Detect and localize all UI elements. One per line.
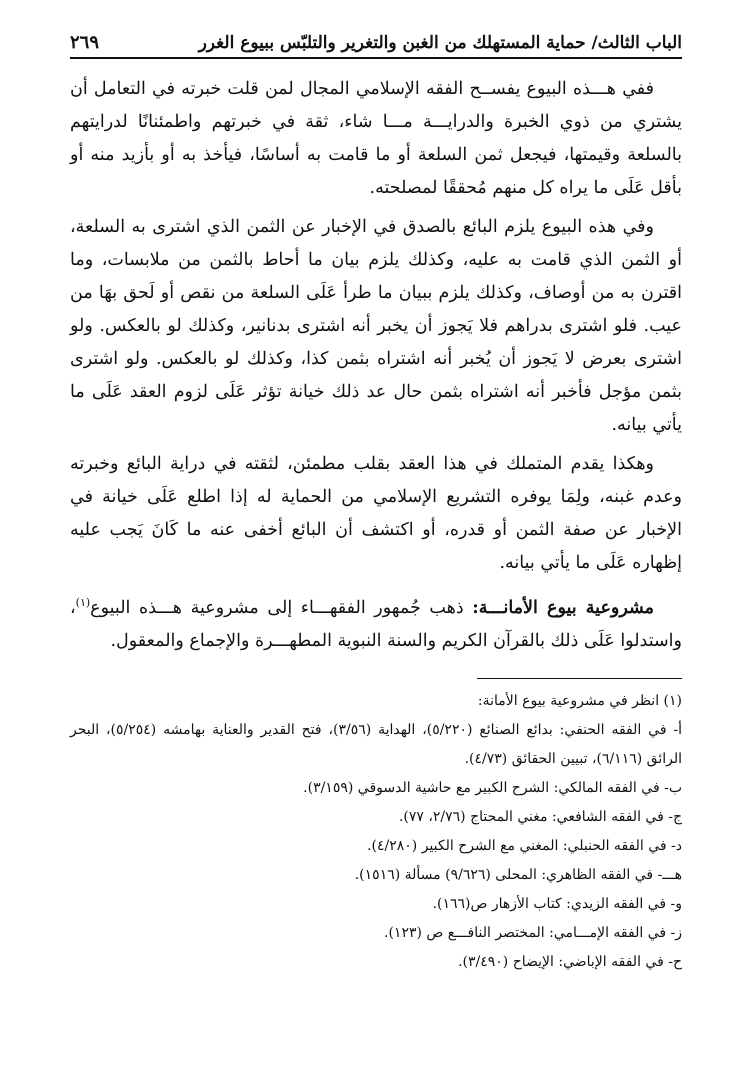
paragraph-text: وهكذا يقدم المتملك في هذا العقد بقلب مطمئن، لثقته في دراية البائع وخبرته وعدم غبنه، ولِمَا يوفره التشريع الإسلامي من الحماية له إذا اطلع عَلَى خيانة في الإخبار عن صفة الثمن أو قدره، أو اكتشف أن البائع أخفى عنه ما كَانَ يَجب عليه إظهاره عَلَى ما يأتي بيانه. <box>70 454 682 573</box>
main-text <box>70 73 682 658</box>
footnote-item: ج- في الفقه الشافعي: مغني المحتاج (٢/٧٦، ٧٧). <box>398 808 682 825</box>
paragraph-text: ففي هـــذه البيوع يفســح الفقه الإسلامي المجال لمن قلت خبرته في التعامل أن يشتري من ذوي الخبرة والدرايـــة مـــا شاء، ثقة في خبرتهم واطمئنانًا لدرايتهم بالسلعة وقيمتها، فيجعل ثمن السلعة أو ما قامت به أساسًا، فيأخذ به أو بأزيد منه أو بأقل عَلَى ما يراه كل منهم مُحققًا لمصلحته. <box>70 79 682 198</box>
footnote-reference[interactable]: (١) <box>75 596 91 609</box>
footnotes <box>70 687 682 977</box>
footnote-item: د- في الفقه الحنبلي: المغني مع الشرح الكبير (٤/٢٨٠). <box>367 837 682 854</box>
page-number: ٢٦٩ <box>70 32 100 53</box>
footnote-item: هـــ- في الفقه الظاهري: المحلى (٩/٦٢٦) مسألة (١٥١٦). <box>354 866 682 883</box>
footnote-item: ح- في الفقه الإباضي: الإيضاح (٣/٤٩٠). <box>458 953 682 970</box>
running-header <box>70 32 682 59</box>
paragraph-text: وفي هذه البيوع يلزم البائع بالصدق في الإخبار عن الثمن الذي اشترى به السلعة، أو الثمن الذي قامت به عليه، وكذلك يلزم بيان ما أحاط بالثمن من ملابسات، وما اقترن به من أوصاف، وكذلك يلزم ببيان ما طرأ عَلَى السلعة من نقص أو لَحق بهَا من عيب. فلو اشترى بدراهم فلا يَجوز أن يخبر أنه اشترى بدنانير، وكذلك لو بالعكس. ولو اشترى بعرض لا يَجوز أن يُخبر أنه اشتراه بثمن كذا، وكذلك لو بالعكس. ولو اشترى بثمن مؤجل فأخبر أنه اشتراه بثمن حال عد ذلك خيانة تؤثر عَلَى لزوم العقد عَلَى ما يأتي بيانه. <box>70 217 682 435</box>
paragraph <box>70 448 682 580</box>
paragraph <box>70 73 682 205</box>
chapter-title: الباب الثالث/ حماية المستهلك من الغبن والتغرير والتلبّس ببيوع الغرر <box>198 33 682 53</box>
paragraph <box>70 211 682 442</box>
footnote-separator <box>477 678 682 679</box>
paragraph-text-tail: ، واستدلوا عَلَى ذلك بالقرآن الكريم والسنة النبوية المطهـــرة والإجماع والمعقول. <box>70 597 682 651</box>
footnote-item: أ- في الفقه الحنفي: بدائع الصنائع (٥/٢٢٠)، الهداية (٣/٥٦)، فتح القدير والعناية بهامشه (٥/٢٥٤)، البحر الرائق (٦/١١٦)، تبيين الحقائق (٤/٧٣). <box>70 721 682 767</box>
section-lead-heading: مشروعية بيوع الأمانـــة: <box>472 597 654 618</box>
paragraph <box>70 586 682 658</box>
footnote-item: ز- في الفقه الإمـــامي: المختصر النافـــع ص (١٢٣). <box>384 924 682 941</box>
paragraph-text: ذهب جُمهور الفقهـــاء إلى مشروعية هـــذه البيوع <box>90 597 473 618</box>
footnote-intro: (١) انظر في مشروعية بيوع الأمانة: <box>477 692 682 709</box>
footnote-item: ب- في الفقه المالكي: الشرح الكبير مع حاشية الدسوقي (٣/١٥٩). <box>303 779 682 796</box>
footnote-item: و- في الفقه الزيدي: كتاب الأزهار ص(١٦٦). <box>432 895 682 912</box>
